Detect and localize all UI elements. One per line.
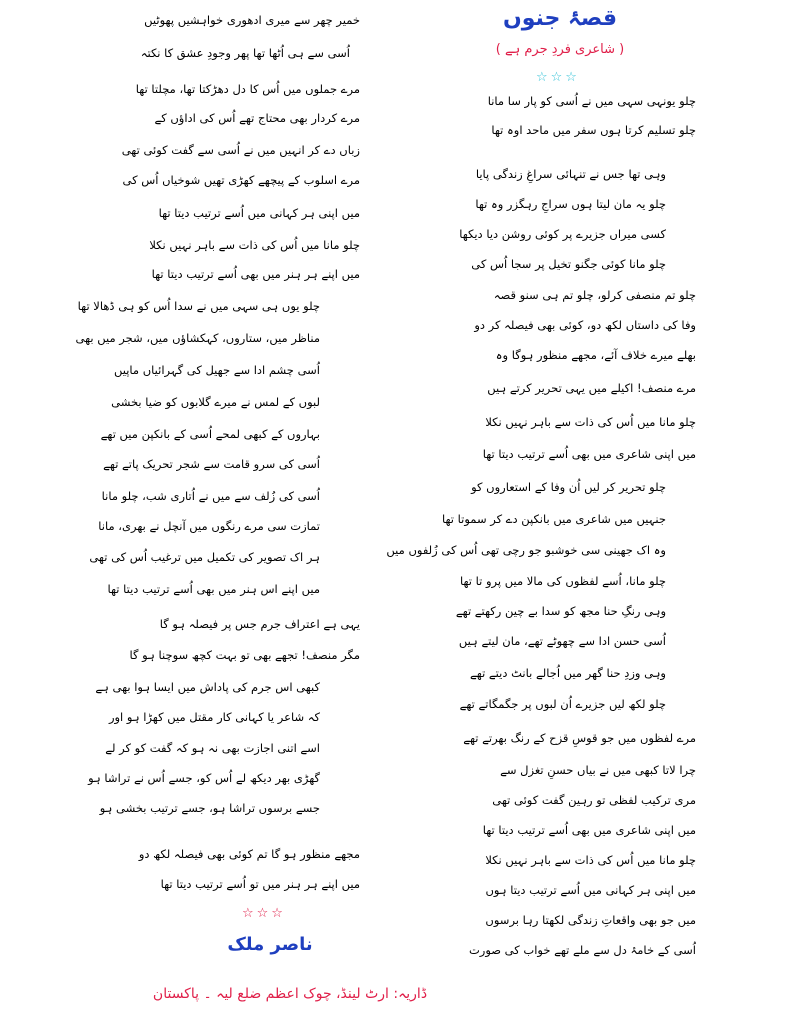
verse-line: چلو تسلیم کرتا ہوں سفر میں ماحد اوہ تھا (491, 123, 696, 137)
verse-line: مری ترکیب لفظی تو رہین گفت کوئی تھی (492, 793, 696, 807)
verse-line: بہاروں کے کبھی لمحے اُسی کے بانکپن میں تھے (100, 427, 320, 441)
verse-line: یہی ہے اعتراف جرم جس پر فیصلہ ہو گا (159, 617, 360, 631)
verse-line: اُسی سے ہی اُٹھا تھا پھر وجودِ عشق کا نکتہ (140, 46, 350, 60)
verse-line: جنہیں میں شاعری میں بانکپن دے کر سموتا تھا (442, 512, 666, 526)
verse-line: میں اپنی ہر کہانی میں اُسے ترتیب دیتا ہوں (485, 883, 696, 897)
verse-line: چلو مانا میں اُس کی ذات سے باہر نہیں نکلا (485, 853, 696, 867)
verse-line: چلو مانا کوئی جگنو تخیل پر سجا اُس کی (471, 257, 666, 271)
verse-line: مرے لفظوں میں جو قوسِ قزح کے رنگ بھرتے تھے (463, 731, 696, 745)
verse-line: ہر اک تصویر کی تکمیل میں ترغیب اُس کی تھی (89, 550, 320, 564)
verse-line: میں اپنے ہر ہنر میں بھی اُسے ترتیب دیتا تھا (151, 267, 360, 281)
poem-subtitle: ( شاعری فردِ جرم ہے ) (495, 42, 625, 57)
verse-line: میں جو بھی واقعاتِ زندگی لکھتا رہا برسوں (485, 913, 696, 927)
verse-line: چلو مانا میں اُس کی ذات سے باہر نہیں نکلا (149, 238, 360, 252)
verse-line: وہی تھا جس نے تنہائی سراغِ زندگی پایا (475, 167, 666, 181)
verse-line: اُسی چشم ادا سے جھیل کی گہرائیاں ماپیں (113, 363, 320, 377)
verse-line: وہی رنگِ حنا مجھ کو سدا بے چین رکھتے تھے (455, 604, 666, 618)
verse-line: چلو یوں ہی سہی میں نے سدا اُس کو ہی ڈھالا تھا (77, 299, 320, 313)
verse-line: میں اپنی ہر کہانی میں اُسے ترتیب دیتا تھا (158, 206, 360, 220)
verse-line: اسے اتنی اجازت بھی نہ ہو کہ گفت کو کر لے (105, 741, 320, 755)
verse-line: چلو یونہی سہی میں نے اُسی کو پار سا مانا (487, 94, 696, 108)
verse-line: اُسی کی سرو قامت سے شجر تحریک پاتے تھے (103, 457, 320, 471)
verse-line: مرے کردار بھی محتاج تھے اُس کی اداؤں کے (154, 111, 360, 125)
verse-line: اُسی کے خامۂ دل سے ملے تھے خواب کی صورت (468, 943, 696, 957)
verse-line: کبھی اس جرم کی پاداش میں ایسا ہوا بھی ہے (95, 680, 320, 694)
verse-line: گھڑی بھر دیکھ لے اُس کو، جسے اُس نے تراشا ہو (88, 771, 320, 785)
verse-line: بھلے میرے خلاف آئے، مجھے منظور ہوگا وہ (495, 348, 696, 362)
star-ornament-top: ☆☆☆ (536, 70, 580, 85)
verse-line: تمازت سی مرے رنگوں میں آنچل نے بھری، مانا (98, 519, 320, 533)
star-ornament-bottom: ☆☆☆ (242, 906, 286, 921)
verse-line: زباں دے کر انہیں میں نے اُسی سے گفت کوئی تھی (121, 143, 360, 157)
verse-line: وہی وزدِ حنا گھر میں اُجالے بانٹ دیتے تھے (470, 666, 666, 680)
verse-line: خمیر چھر سے میری ادھوری خواہشیں پھوٹیں (144, 13, 360, 27)
verse-line: چلو لکھ لیں جزیرے اُن لبوں پر جگمگاتے تھے (459, 697, 666, 711)
verse-line: اُسی حسن ادا سے چھوٹے تھے، مان لیتے ہیں (458, 634, 666, 648)
verse-line: مرے اسلوب کے پیچھے کھڑی تھیں شوخیاں اُس کی (122, 173, 360, 187)
verse-line: چلو مانا، اُسے لفظوں کی مالا میں پرو تا تھا (459, 574, 666, 588)
verse-line: وہ اک جھینی سی خوشبو جو رچی تھی اُس کی زُلفوں میں (386, 543, 666, 557)
verse-line: چلو تحریر کر لیں اُن وفا کے استعاروں کو (471, 480, 666, 494)
verse-line: کسی میراں جزیرے پر کوئی روشن دیا دیکھا (459, 227, 666, 241)
verse-line: میں اپنی شاعری میں بھی اُسے ترتیب دیتا تھا (482, 447, 696, 461)
poet-address: ڈاریہ: ارٹ لینڈ، چوک اعظم ضلع لیہ ۔ پاکستان (152, 986, 428, 1002)
verse-line: میں اپنے ہر ہنر میں تو اُسے ترتیب دیتا تھا (160, 877, 360, 891)
verse-line: وفا کی داستاں لکھ دو، کوئی بھی فیصلہ کر دو (474, 318, 696, 332)
verse-line: چلو مانا میں اُس کی ذات سے باہر نہیں نکلا (485, 415, 696, 429)
left-column-verses (75, 0, 360, 1030)
right-column-verses (386, 0, 696, 1030)
verse-line: چلو تم منصفی کرلو، چلو تم ہی سنو قصہ (493, 288, 696, 302)
poet-name: ناصر ملک (227, 934, 313, 955)
verse-line: مناظر میں، ستاروں، کہکشاؤں میں، شجر میں بھی (75, 331, 320, 345)
verse-line: مگر منصف! تجھے بھی تو بہت کچھ سوچنا ہو گا (129, 648, 360, 662)
verse-line: چرا لاتا کبھی میں نے بیاں حسنِ تغزل سے (500, 763, 696, 777)
verse-line: مرے منصف! اکیلے میں یہی تحریر کرتے ہیں (487, 381, 696, 395)
verse-line: کہ شاعر یا کہانی کار مقتل میں کھڑا ہو اور (108, 710, 320, 724)
poem-title: قصۂ جنوں (502, 6, 618, 31)
verse-line: مجھے منظور ہو گا تم کوئی بھی فیصلہ لکھ دو (138, 847, 360, 861)
verse-line: میں اپنے اس ہنر میں بھی اُسے ترتیب دیتا تھا (107, 582, 320, 596)
verse-line: میں اپنی شاعری میں بھی اُسے ترتیب دیتا تھا (482, 823, 696, 837)
verse-line: مرے جملوں میں اُس کا دل دھڑکتا تھا، مچلتا تھا (135, 82, 360, 96)
verse-line: اُسی کی زُلف سے میں نے اُتاری شب، چلو مانا (101, 489, 320, 503)
verse-line: جسے برسوں تراشا ہو، جسے ترتیب بخشی ہو (99, 801, 320, 815)
verse-line: لبوں کے لمس نے میرے گلابوں کو ضیا بخشی (111, 395, 320, 409)
verse-line: چلو یہ مان لیتا ہوں سراجِ رہگزر وہ تھا (475, 197, 666, 211)
